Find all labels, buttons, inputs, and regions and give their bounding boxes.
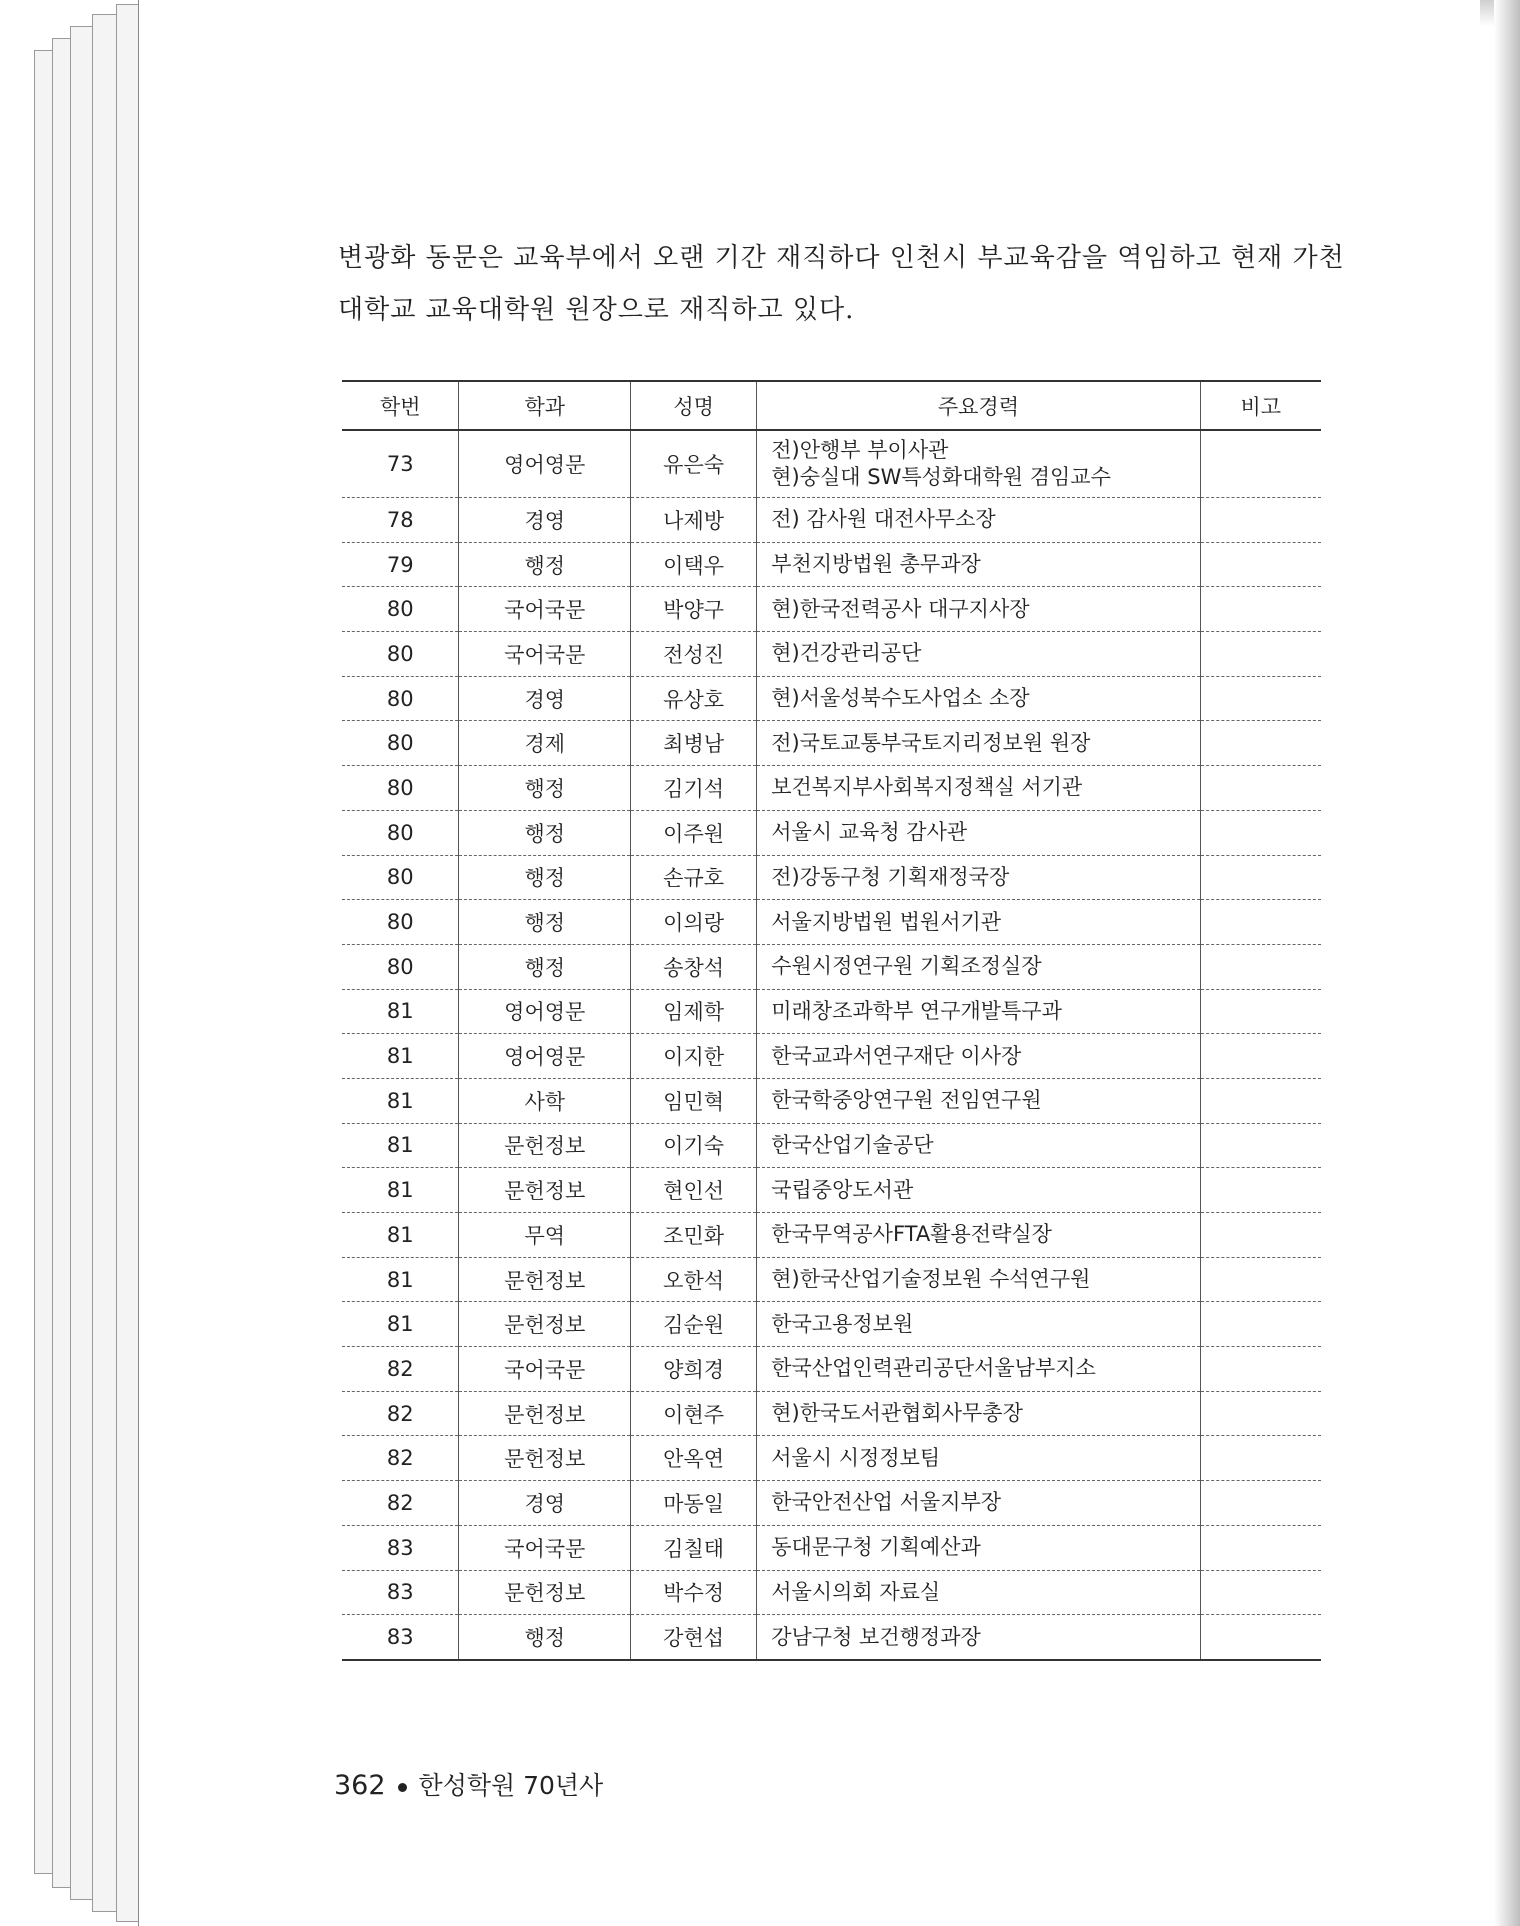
career-line: 한국교과서연구재단 이사장 [771, 1043, 1022, 1068]
intro-line-2: 대학교 교육대학원 원장으로 재직하고 있다. [338, 295, 855, 325]
table-row [342, 1347, 1321, 1392]
cell-year: 81 [342, 1168, 459, 1213]
cell-note [1200, 1436, 1321, 1481]
cell-name: 이의랑 [630, 900, 756, 945]
career-line: 한국무역공사FTA활용전략실장 [771, 1222, 1052, 1247]
cell-year: 80 [342, 766, 459, 811]
cell-department: 문헌정보 [459, 1257, 631, 1302]
career-line: 현)숭실대 SW특성화대학원 겸임교수 [771, 465, 1111, 489]
table-row [342, 810, 1321, 855]
cell-name: 김기석 [630, 766, 756, 811]
cell-year: 82 [342, 1481, 459, 1526]
table-row [342, 1525, 1321, 1570]
cell-year: 81 [342, 1123, 459, 1168]
table-row [342, 1078, 1321, 1123]
career-line: 현)한국전력공사 대구지사장 [771, 596, 1030, 621]
cell-note [1200, 1123, 1321, 1168]
cell-name: 강현섭 [630, 1615, 756, 1660]
header-year: 학번 [342, 381, 459, 430]
cell-department: 행정 [459, 944, 631, 989]
cell-name: 유상호 [630, 676, 756, 721]
cell-career [757, 944, 1200, 989]
career-line: 서울시 시정정보팀 [771, 1445, 941, 1470]
table-header-row [342, 381, 1321, 430]
cell-department: 행정 [459, 900, 631, 945]
header-career: 주요경력 [757, 381, 1200, 430]
cell-year: 81 [342, 1034, 459, 1079]
cell-name: 안옥연 [630, 1436, 756, 1481]
table-row [342, 676, 1321, 721]
table-row [342, 1436, 1321, 1481]
cell-department: 국어국문 [459, 632, 631, 677]
header-note: 비고 [1200, 381, 1321, 430]
career-line: 현)건강관리공단 [771, 641, 922, 666]
page-footer [334, 1766, 603, 1802]
cell-department: 행정 [459, 766, 631, 811]
cell-name: 나제방 [630, 498, 756, 543]
alumni-table [342, 380, 1321, 1661]
table-row [342, 587, 1321, 632]
intro-line-1: 변광화 동문은 교육부에서 오랜 기간 재직하다 인천시 부교육감을 역임하고 현재 가천 [338, 243, 1345, 273]
cell-year: 83 [342, 1570, 459, 1615]
table-row [342, 900, 1321, 945]
cell-department: 문헌정보 [459, 1391, 631, 1436]
cell-career [757, 498, 1200, 543]
cell-note [1200, 498, 1321, 543]
cell-name: 이주원 [630, 810, 756, 855]
cell-note [1200, 1525, 1321, 1570]
cell-career [757, 1391, 1200, 1436]
header-name: 성명 [630, 381, 756, 430]
table-row [342, 944, 1321, 989]
cell-department: 국어국문 [459, 587, 631, 632]
cell-note [1200, 1615, 1321, 1660]
career-line: 한국안전산업 서울지부장 [771, 1490, 1002, 1515]
cell-year: 83 [342, 1525, 459, 1570]
cell-name: 최병남 [630, 721, 756, 766]
cell-note [1200, 989, 1321, 1034]
cell-career [757, 1078, 1200, 1123]
cell-year: 80 [342, 855, 459, 900]
cell-department: 경영 [459, 676, 631, 721]
cell-note [1200, 1257, 1321, 1302]
cell-department: 국어국문 [459, 1525, 631, 1570]
cell-name: 김칠태 [630, 1525, 756, 1570]
career-line: 서울시의회 자료실 [771, 1579, 941, 1604]
table-row [342, 721, 1321, 766]
cell-note [1200, 1213, 1321, 1258]
cell-department: 영어영문 [459, 989, 631, 1034]
table-row [342, 1168, 1321, 1213]
bullet-icon [398, 1783, 407, 1792]
cell-name: 이기숙 [630, 1123, 756, 1168]
career-line: 한국산업인력관리공단서울남부지소 [771, 1356, 1096, 1381]
cell-career [757, 1213, 1200, 1258]
cell-department: 행정 [459, 810, 631, 855]
cell-year: 82 [342, 1347, 459, 1392]
career-line: 수원시정연구원 기획조정실장 [771, 954, 1042, 979]
cell-name: 양희경 [630, 1347, 756, 1392]
table-row [342, 498, 1321, 543]
cell-note [1200, 1347, 1321, 1392]
cell-year: 80 [342, 810, 459, 855]
cell-career [757, 1570, 1200, 1615]
cell-career [757, 855, 1200, 900]
cell-note [1200, 1391, 1321, 1436]
table-row [342, 855, 1321, 900]
cell-note [1200, 855, 1321, 900]
cell-year: 81 [342, 1213, 459, 1258]
career-line: 전)국토교통부국토지리정보원 원장 [771, 730, 1091, 755]
cell-name: 전성진 [630, 632, 756, 677]
cell-career [757, 721, 1200, 766]
cell-name: 박양구 [630, 587, 756, 632]
table-row [342, 1391, 1321, 1436]
cell-name: 박수정 [630, 1570, 756, 1615]
cell-career [757, 1034, 1200, 1079]
cell-department: 행정 [459, 855, 631, 900]
table-row [342, 430, 1321, 498]
cell-note [1200, 721, 1321, 766]
table-row [342, 1570, 1321, 1615]
cell-name: 이택우 [630, 542, 756, 587]
cell-career [757, 900, 1200, 945]
cell-name: 유은숙 [630, 430, 756, 498]
cell-note [1200, 766, 1321, 811]
cell-name: 김순원 [630, 1302, 756, 1347]
page-number: 362 [334, 1770, 386, 1801]
cell-name: 조민화 [630, 1213, 756, 1258]
cell-career [757, 810, 1200, 855]
career-line: 전)안행부 부이사관 [771, 438, 949, 462]
cell-department: 영어영문 [459, 430, 631, 498]
cell-note [1200, 944, 1321, 989]
career-line: 부천지방법원 총무과장 [771, 552, 981, 577]
table-row [342, 1615, 1321, 1660]
cell-year: 73 [342, 430, 459, 498]
table-row [342, 1257, 1321, 1302]
cell-name: 마동일 [630, 1481, 756, 1526]
career-line: 현)한국도서관협회사무총장 [771, 1401, 1023, 1426]
cell-career [757, 542, 1200, 587]
cell-note [1200, 1078, 1321, 1123]
table-row [342, 1481, 1321, 1526]
cell-note [1200, 900, 1321, 945]
cell-department: 문헌정보 [459, 1436, 631, 1481]
cell-career [757, 1168, 1200, 1213]
cell-department: 행정 [459, 1615, 631, 1660]
cell-department: 문헌정보 [459, 1570, 631, 1615]
page-gutter-shadow [1494, 0, 1520, 1926]
cell-career [757, 676, 1200, 721]
cell-note [1200, 430, 1321, 498]
cell-department: 경제 [459, 721, 631, 766]
table-row [342, 766, 1321, 811]
career-line: 동대문구청 기획예산과 [771, 1535, 981, 1560]
cell-note [1200, 632, 1321, 677]
cell-year: 80 [342, 587, 459, 632]
cell-name: 손규호 [630, 855, 756, 900]
cell-year: 82 [342, 1391, 459, 1436]
intro-paragraph [338, 232, 1345, 336]
cell-note [1200, 1034, 1321, 1079]
cell-career [757, 1347, 1200, 1392]
career-line: 전) 감사원 대전사무소장 [771, 507, 996, 532]
cell-department: 경영 [459, 1481, 631, 1526]
career-line: 현)한국산업기술정보원 수석연구원 [771, 1267, 1091, 1292]
cell-note [1200, 1302, 1321, 1347]
cell-career [757, 632, 1200, 677]
table-row [342, 542, 1321, 587]
cell-name: 현인선 [630, 1168, 756, 1213]
cell-department: 무역 [459, 1213, 631, 1258]
table-row [342, 1123, 1321, 1168]
cell-name: 오한석 [630, 1257, 756, 1302]
career-line: 보건복지부사회복지정책실 서기관 [771, 775, 1083, 800]
cell-department: 사학 [459, 1078, 631, 1123]
cell-year: 80 [342, 944, 459, 989]
career-line: 서울시 교육청 감사관 [771, 820, 968, 845]
cell-year: 81 [342, 1257, 459, 1302]
cell-name: 이현주 [630, 1391, 756, 1436]
cell-career [757, 587, 1200, 632]
table-row [342, 1213, 1321, 1258]
cell-year: 79 [342, 542, 459, 587]
cell-career [757, 1123, 1200, 1168]
cell-year: 82 [342, 1436, 459, 1481]
cell-department: 문헌정보 [459, 1302, 631, 1347]
cell-year: 81 [342, 1302, 459, 1347]
career-line: 미래창조과학부 연구개발특구과 [771, 998, 1062, 1023]
table-row [342, 1302, 1321, 1347]
career-line: 한국학중앙연구원 전임연구원 [771, 1088, 1042, 1113]
cell-year: 80 [342, 900, 459, 945]
cell-name: 송창석 [630, 944, 756, 989]
table-body [342, 430, 1321, 1660]
cell-career [757, 1436, 1200, 1481]
cell-department: 국어국문 [459, 1347, 631, 1392]
cell-name: 이지한 [630, 1034, 756, 1079]
cell-note [1200, 542, 1321, 587]
cell-note [1200, 676, 1321, 721]
cell-career [757, 1257, 1200, 1302]
career-line: 한국고용정보원 [771, 1311, 914, 1336]
cell-department: 경영 [459, 498, 631, 543]
cell-note [1200, 587, 1321, 632]
cell-career [757, 1525, 1200, 1570]
cell-year: 83 [342, 1615, 459, 1660]
cell-name: 임민혁 [630, 1078, 756, 1123]
cell-department: 문헌정보 [459, 1123, 631, 1168]
table-row [342, 989, 1321, 1034]
table-row [342, 1034, 1321, 1079]
cell-year: 81 [342, 989, 459, 1034]
cell-note [1200, 1168, 1321, 1213]
table-row [342, 632, 1321, 677]
cell-note [1200, 1481, 1321, 1526]
cell-name: 임제학 [630, 989, 756, 1034]
career-line: 현)서울성북수도사업소 소장 [771, 686, 1030, 711]
cell-department: 문헌정보 [459, 1168, 631, 1213]
book-title: 한성학원 70년사 [418, 1771, 604, 1800]
cell-year: 81 [342, 1078, 459, 1123]
career-line: 한국산업기술공단 [771, 1132, 934, 1157]
cell-career [757, 989, 1200, 1034]
cell-year: 80 [342, 676, 459, 721]
career-line: 국립중앙도서관 [771, 1177, 914, 1202]
cell-career [757, 430, 1200, 498]
cell-year: 80 [342, 721, 459, 766]
header-department: 학과 [459, 381, 631, 430]
cell-career [757, 766, 1200, 811]
career-line: 전)강동구청 기획재정국장 [771, 864, 1010, 889]
cell-note [1200, 810, 1321, 855]
career-line: 강남구청 보건행정과장 [771, 1624, 981, 1649]
cell-note [1200, 1570, 1321, 1615]
cell-department: 행정 [459, 542, 631, 587]
cell-year: 80 [342, 632, 459, 677]
cell-career [757, 1481, 1200, 1526]
cell-career [757, 1302, 1200, 1347]
cell-career [757, 1615, 1200, 1660]
cell-year: 78 [342, 498, 459, 543]
career-line: 서울지방법원 법원서기관 [771, 909, 1002, 934]
cell-department: 영어영문 [459, 1034, 631, 1079]
